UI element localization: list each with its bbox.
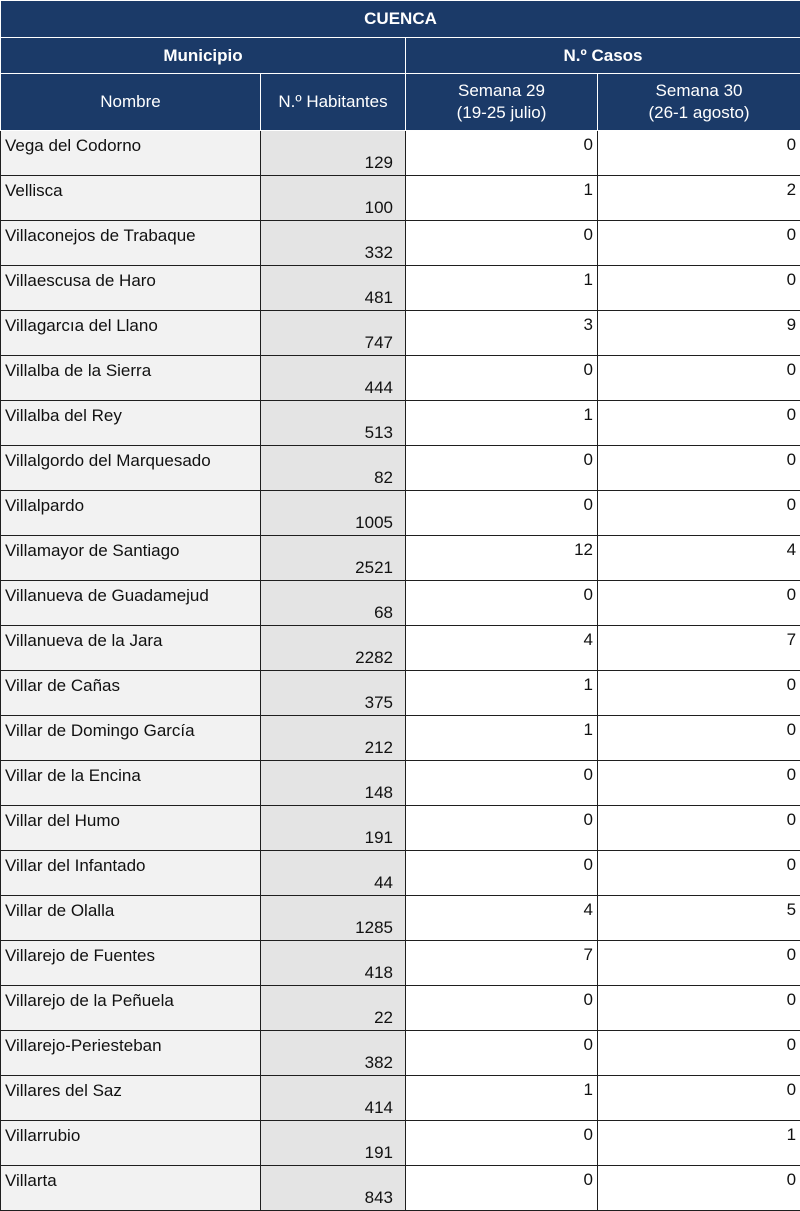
municipio-name: Villar del Infantado (1, 851, 261, 896)
cases-week-29: 0 (406, 806, 598, 851)
cases-week-30: 0 (598, 356, 800, 401)
municipio-name: Villarejo de la Peñuela (1, 986, 261, 1031)
municipio-name: Villarta (1, 1166, 261, 1211)
cases-week-29: 1 (406, 401, 598, 446)
table-row (1, 671, 800, 716)
cases-week-29: 0 (406, 491, 598, 536)
col-header-habitantes: N.º Habitantes (261, 74, 406, 131)
cases-week-30: 0 (598, 1166, 800, 1211)
cases-week-30: 2 (598, 176, 800, 221)
table-row (1, 581, 800, 626)
table-row (1, 446, 800, 491)
cases-week-30: 0 (598, 581, 800, 626)
cases-week-30: 5 (598, 896, 800, 941)
cases-week-30: 0 (598, 941, 800, 986)
table-row (1, 311, 800, 356)
table-row (1, 131, 800, 176)
cases-week-30: 0 (598, 401, 800, 446)
semana-30-dates: (26-1 agosto) (648, 103, 749, 122)
cases-week-29: 4 (406, 626, 598, 671)
municipio-name: Villamayor de Santiago (1, 536, 261, 581)
cases-week-29: 0 (406, 131, 598, 176)
habitantes-cell: 481 (261, 266, 406, 311)
municipio-name: Vellisca (1, 176, 261, 221)
municipio-name: Villar de Domingo García (1, 716, 261, 761)
habitantes-cell: 212 (261, 716, 406, 761)
cases-week-30: 0 (598, 446, 800, 491)
municipio-name: Villaconejos de Trabaque (1, 221, 261, 266)
habitantes-cell: 332 (261, 221, 406, 266)
habitantes-cell: 191 (261, 1121, 406, 1166)
municipio-name: Villalba de la Sierra (1, 356, 261, 401)
municipio-name: Villar de Cañas (1, 671, 261, 716)
cases-week-29: 12 (406, 536, 598, 581)
cases-week-30: 7 (598, 626, 800, 671)
cases-week-30: 0 (598, 131, 800, 176)
table-row (1, 176, 800, 221)
cases-week-29: 1 (406, 1076, 598, 1121)
cases-week-29: 1 (406, 266, 598, 311)
cases-week-30: 0 (598, 761, 800, 806)
municipio-name: Villagarcıa del Llano (1, 311, 261, 356)
cases-week-30: 0 (598, 491, 800, 536)
habitantes-cell: 2282 (261, 626, 406, 671)
cases-week-30: 0 (598, 986, 800, 1031)
habitantes-cell: 418 (261, 941, 406, 986)
cases-week-29: 0 (406, 1031, 598, 1076)
cases-week-29: 4 (406, 896, 598, 941)
habitantes-cell: 1005 (261, 491, 406, 536)
group-header-municipio: Municipio (1, 38, 406, 74)
cases-week-30: 0 (598, 671, 800, 716)
municipio-name: Vega del Codorno (1, 131, 261, 176)
habitantes-cell: 1285 (261, 896, 406, 941)
table-header (1, 1, 800, 131)
table-row (1, 806, 800, 851)
municipio-name: Villalpardo (1, 491, 261, 536)
cases-week-30: 0 (598, 1031, 800, 1076)
cases-week-29: 1 (406, 716, 598, 761)
habitantes-cell: 191 (261, 806, 406, 851)
cases-week-29: 3 (406, 311, 598, 356)
table-row (1, 851, 800, 896)
cases-week-30: 1 (598, 1121, 800, 1166)
municipio-name: Villalgordo del Marquesado (1, 446, 261, 491)
semana-30-label: Semana 30 (656, 81, 743, 100)
municipio-name: Villar del Humo (1, 806, 261, 851)
table-row (1, 626, 800, 671)
table-row (1, 1121, 800, 1166)
cases-week-30: 0 (598, 716, 800, 761)
semana-29-dates: (19-25 julio) (457, 103, 547, 122)
cases-week-30: 0 (598, 851, 800, 896)
col-header-semana-30 (598, 74, 800, 131)
cases-week-29: 0 (406, 221, 598, 266)
habitantes-cell: 82 (261, 446, 406, 491)
cases-week-29: 0 (406, 761, 598, 806)
table-row (1, 716, 800, 761)
cases-week-29: 0 (406, 356, 598, 401)
municipio-name: Villarejo de Fuentes (1, 941, 261, 986)
habitantes-cell: 2521 (261, 536, 406, 581)
habitantes-cell: 129 (261, 131, 406, 176)
table-row (1, 491, 800, 536)
table-row (1, 356, 800, 401)
cases-week-30: 9 (598, 311, 800, 356)
group-header-casos: N.º Casos (406, 38, 800, 74)
table-row (1, 221, 800, 266)
habitantes-cell: 513 (261, 401, 406, 446)
table-row (1, 266, 800, 311)
semana-29-label: Semana 29 (458, 81, 545, 100)
cases-week-29: 0 (406, 581, 598, 626)
municipio-name: Villanueva de la Jara (1, 626, 261, 671)
cases-week-29: 0 (406, 851, 598, 896)
cases-week-29: 0 (406, 986, 598, 1031)
cases-week-30: 4 (598, 536, 800, 581)
table-row (1, 941, 800, 986)
habitantes-cell: 68 (261, 581, 406, 626)
habitantes-cell: 444 (261, 356, 406, 401)
table-row (1, 536, 800, 581)
table-row (1, 986, 800, 1031)
habitantes-cell: 148 (261, 761, 406, 806)
municipio-name: Villarejo-Periesteban (1, 1031, 261, 1076)
cases-week-29: 0 (406, 446, 598, 491)
cases-week-29: 1 (406, 176, 598, 221)
table-row (1, 401, 800, 446)
cases-week-29: 7 (406, 941, 598, 986)
habitantes-cell: 843 (261, 1166, 406, 1211)
table-row (1, 1031, 800, 1076)
province-title: CUENCA (1, 1, 800, 38)
cases-week-29: 1 (406, 671, 598, 716)
cases-week-29: 0 (406, 1121, 598, 1166)
col-header-semana-29 (406, 74, 598, 131)
municipio-name: Villarrubio (1, 1121, 261, 1166)
table-body (1, 131, 800, 1211)
table-row (1, 761, 800, 806)
habitantes-cell: 22 (261, 986, 406, 1031)
table-row (1, 1166, 800, 1211)
col-header-nombre: Nombre (1, 74, 261, 131)
habitantes-cell: 382 (261, 1031, 406, 1076)
cases-week-30: 0 (598, 1076, 800, 1121)
table-row (1, 1076, 800, 1121)
municipio-name: Villalba del Rey (1, 401, 261, 446)
municipio-name: Villar de Olalla (1, 896, 261, 941)
municipio-name: Villares del Saz (1, 1076, 261, 1121)
habitantes-cell: 44 (261, 851, 406, 896)
cases-week-29: 0 (406, 1166, 598, 1211)
municipio-name: Villanueva de Guadamejud (1, 581, 261, 626)
cases-week-30: 0 (598, 806, 800, 851)
habitantes-cell: 747 (261, 311, 406, 356)
municipio-name: Villaescusa de Haro (1, 266, 261, 311)
habitantes-cell: 414 (261, 1076, 406, 1121)
habitantes-cell: 100 (261, 176, 406, 221)
habitantes-cell: 375 (261, 671, 406, 716)
municipio-name: Villar de la Encina (1, 761, 261, 806)
cases-week-30: 0 (598, 266, 800, 311)
table-row (1, 896, 800, 941)
cases-week-30: 0 (598, 221, 800, 266)
